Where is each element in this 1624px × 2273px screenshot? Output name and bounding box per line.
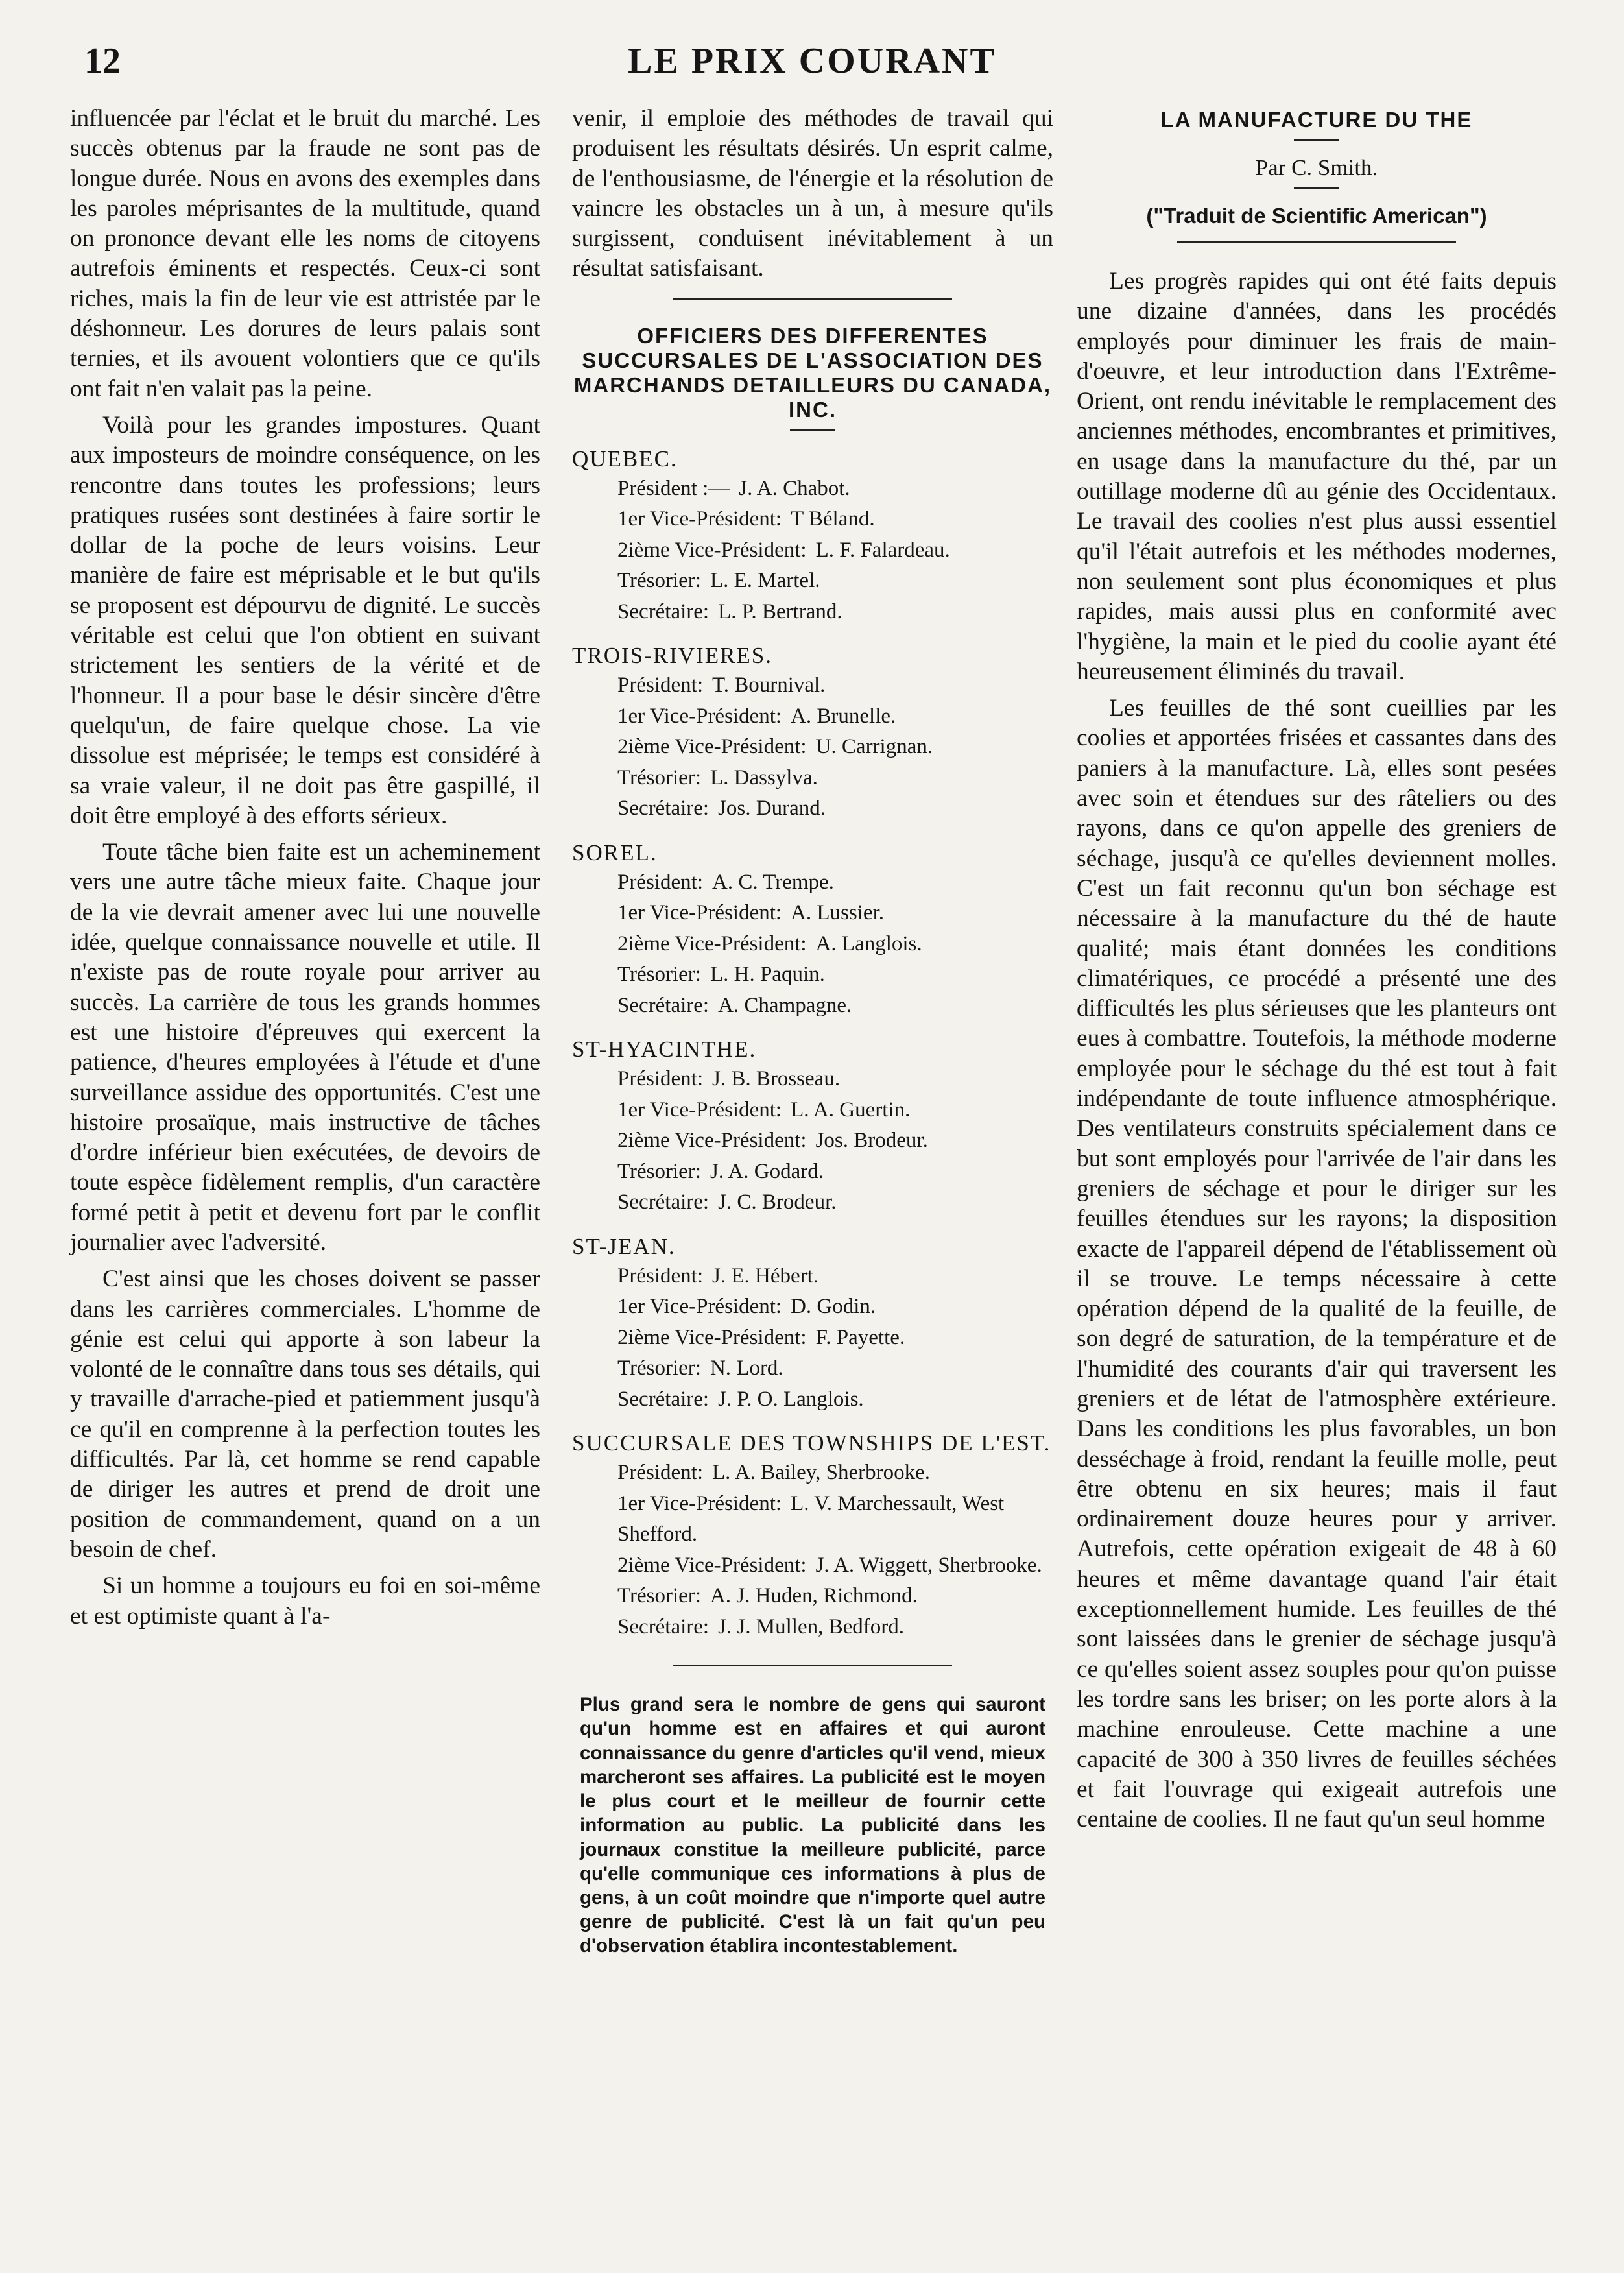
page-header — [0, 34, 1624, 86]
officer-name: N. Lord. — [710, 1356, 783, 1380]
branch-name: QUEBEC. — [572, 446, 678, 472]
officer-role: Président: — [617, 673, 703, 697]
branch-townships-est — [572, 1429, 1053, 1642]
divider — [790, 429, 835, 431]
officer-name: A. Champagne. — [718, 993, 852, 1017]
officer-role: Trésorier: — [617, 1584, 701, 1608]
officer-role: Secrétaire: — [617, 993, 710, 1017]
officer-name: J. A. Godard. — [710, 1159, 824, 1183]
officer-line — [572, 474, 1053, 505]
officer-role: 2ième Vice-Président: — [617, 1553, 807, 1577]
branch-st-hyacinthe — [572, 1035, 1053, 1218]
branch-sorel — [572, 839, 1053, 1022]
paragraph: C'est ainsi que les choses doivent se passer dans les carrières commerciales. L'homme de génie est celui qui apporte à son labeur la volonté de le connaître dans tous ses détails, qui y travaille d'arrache-pied et patiemment jusqu'à ce qu'il en comprenne à la perfection toutes les difficultés. Par là, cet homme se rend capable de diriger les autres et prend de droit une position de commandement, quand on a un besoin de chef. — [70, 1266, 540, 1563]
officer-name: D. Godin. — [791, 1295, 876, 1319]
officer-line — [572, 535, 1053, 566]
branch-st-jean — [572, 1233, 1053, 1415]
officer-role: Secrétaire: — [617, 1615, 710, 1639]
officer-line — [572, 670, 1053, 701]
officer-name: A. J. Huden, Richmond. — [710, 1584, 918, 1608]
officer-line — [572, 793, 1053, 824]
officer-line — [572, 1292, 1053, 1323]
column-2 — [572, 104, 1053, 1965]
officer-line — [572, 1550, 1053, 1581]
officer-role: 1er Vice-Président: — [617, 507, 782, 531]
officer-role: Secrétaire: — [617, 599, 710, 623]
officer-name: Jos. Brodeur. — [815, 1129, 928, 1153]
paragraph: Voilà pour les grandes impostures. Quant aux imposteurs de moindre conséquence, on les rencontre dans toutes les professions; leurs pratiques rusées sont destinées à faire sortir le dollar de la poche de leurs voisins. Leur manière de faire est méprisable et le but qu'ils se proposent est dépourvu de dignité. Le succès véritable est celui que l'on obtient en suivant strictement les sentiers de la vérité et de l'honneur. Il a pour base le désir sincère d'être quelqu'un, de faire quelque chose. La vie dissolue est méprisée; le temps est considéré à sa vraie valeur, il ne doit pas être gaspillé, il doit être employé à des efforts sérieux. — [70, 411, 540, 829]
officer-role: 1er Vice-Président: — [617, 1295, 782, 1319]
officer-role: 1er Vice-Président: — [617, 1491, 782, 1515]
page-number: 12 — [84, 41, 121, 81]
officer-name: T. Bournival. — [711, 673, 826, 697]
officer-name: A. Lussier. — [791, 901, 884, 925]
officer-role: Président: — [617, 870, 703, 894]
officer-line — [572, 597, 1053, 628]
officer-line — [572, 732, 1053, 763]
running-title: LE PRIX COURANT — [628, 41, 996, 81]
paragraph: venir, il emploie des méthodes de travail qui produisent les résultats désirés. Un esprit calme, de l'enthousiasme, de l'énergie et la résolution de vaincre les obstacles un à un, à mesure qu'ils surgissent, conduisent inévitablement à un résultat satisfaisant. — [572, 105, 1053, 282]
divider — [673, 1665, 952, 1666]
officer-name: L. A. Guertin. — [791, 1098, 911, 1122]
officer-line — [572, 1064, 1053, 1095]
officer-role: 1er Vice-Président: — [617, 1098, 782, 1122]
officer-role: Secrétaire: — [617, 1387, 710, 1411]
officer-line — [572, 898, 1053, 929]
officer-role: Président :— — [617, 476, 730, 500]
officer-name: J. A. Chabot. — [739, 476, 850, 500]
article-byline: Par C. Smith. — [1255, 155, 1378, 180]
officer-line — [572, 959, 1053, 991]
officer-role: Trésorier: — [617, 765, 701, 789]
officer-name: Jos. Durand. — [718, 797, 826, 821]
officer-line — [572, 1323, 1053, 1354]
officer-name: L. F. Falardeau. — [815, 538, 950, 562]
branch-name: ST-HYACINTHE. — [572, 1037, 757, 1063]
officer-name: J. P. O. Langlois. — [718, 1387, 864, 1411]
officer-line — [572, 1187, 1053, 1218]
officer-line — [572, 929, 1053, 960]
officer-role: 2ième Vice-Président: — [617, 932, 807, 956]
officer-name: J. J. Mullen, Bedford. — [718, 1615, 904, 1639]
officer-line — [572, 991, 1053, 1022]
paragraph: Les progrès rapides qui ont été faits depuis une dizaine d'années, dans les procédés employés pour diminuer les frais de main-d'oeuvre, et leur introduction dans l'Extrême-Orient, ont rendu inévitable le remplacement des anciennes méthodes, encombrantes et primitives, en usage dans la manufacture du thé, par un outillage moderne dû au génie des Occidentaux. Le travail des coolies n'est plus aussi essentiel qu'il l'était autrefois et les méthodes modernes, non seulement sont plus économiques et plus rapides, mais aussi plus en conformité avec l'hygiène, la main et le pied du coolie ayant été heureusement éliminés du travail. — [1077, 268, 1557, 685]
officer-line — [572, 763, 1053, 794]
branch-trois-rivieres — [572, 642, 1053, 824]
paragraph: influencée par l'éclat et le bruit du marché. Les succès obtenus par la fraude ne sont pas de longue durée. Nous en avons des exemples dans les paroles méprisantes de la multitude, quand on prononce devant elle les noms de citoyens autrefois éminents et respectés. Ceux-ci sont riches, mais la fin de leur vie est attristée par le déshonneur. Les dorures de leurs palais sont ternies, et ils avouent volontiers que ce qu'ils ont fait n'en valait pas la peine. — [70, 105, 540, 402]
column-3 — [1077, 104, 1557, 1841]
paragraph: Si un homme a toujours eu foi en soi-même et est optimiste quant à l'a- — [70, 1572, 540, 1630]
officer-role: Trésorier: — [617, 963, 701, 987]
officer-name: J. A. Wiggett, Sherbrooke. — [815, 1553, 1042, 1577]
officer-name: J. E. Hébert. — [711, 1264, 819, 1288]
divider — [1294, 187, 1339, 189]
officer-line — [572, 504, 1053, 535]
officer-name: L. E. Martel. — [710, 569, 820, 593]
officer-role: Trésorier: — [617, 1356, 701, 1380]
officer-name: L. V. Marchessault, West Shefford. — [617, 1491, 1005, 1546]
officers-title: OFFICIERS DES DIFFERENTES SUCCURSALES DE L'ASSOCIATION DES MARCHANDS DETAILLEURS DU CANADA, INC. — [573, 323, 1052, 422]
article-title: LA MANUFACTURE DU THE — [1160, 108, 1473, 132]
officer-line — [572, 1581, 1053, 1612]
divider — [1294, 139, 1339, 141]
officer-line — [572, 1261, 1053, 1292]
officer-name: F. Payette. — [815, 1325, 905, 1349]
divider — [1177, 241, 1456, 243]
divider — [673, 298, 952, 300]
officer-line — [572, 1458, 1053, 1489]
officer-name: A. C. Trempe. — [711, 870, 834, 894]
officer-line — [572, 566, 1053, 597]
officer-name: J. C. Brodeur. — [718, 1190, 837, 1214]
officer-role: Président: — [617, 1067, 703, 1091]
officer-role: Président: — [617, 1461, 703, 1485]
officer-name: T Béland. — [791, 507, 875, 531]
officer-role: Trésorier: — [617, 1159, 701, 1183]
officer-name: U. Carrignan. — [815, 735, 933, 759]
officer-role: 2ième Vice-Président: — [617, 538, 807, 562]
article-source: ("Traduit de Scientific American") — [1146, 204, 1487, 228]
officer-name: L. Dassylva. — [710, 765, 818, 789]
officer-role: Secrétaire: — [617, 797, 710, 821]
officer-role: 2ième Vice-Président: — [617, 1129, 807, 1153]
paragraph: Toute tâche bien faite est un acheminement vers une autre tâche mieux faite. Chaque jour de la vie devrait amener avec lui une nouvelle idée, quelque connaissance nouvelle et utile. Il n'existe pas de route royale pour arriver au succès. La carrière de tous les grands hommes est une histoire d'épreuves qui exercent la patience, d'heures employées à l'étude et d'une surveillance assidue des opportunités. C'est une histoire prosaïque, mais instructive de tâches d'ordre inférieur bien exécutées, de devoirs de toute espèce fidèlement remplis, d'un caractère formé petit à petit et devenu fort par le conflit journalier avec l'adversité. — [70, 839, 540, 1256]
branch-name: SUCCURSALE DES TOWNSHIPS DE L'EST. — [572, 1430, 1051, 1456]
column-1 — [70, 104, 540, 1638]
officer-role: 2ième Vice-Président: — [617, 735, 807, 759]
officer-name: A. Brunelle. — [791, 704, 896, 728]
officer-role: 2ième Vice-Président: — [617, 1325, 807, 1349]
officer-role: Président: — [617, 1264, 703, 1288]
officer-line — [572, 1353, 1053, 1384]
officer-role: 1er Vice-Président: — [617, 901, 782, 925]
officer-name: J. B. Brosseau. — [711, 1067, 841, 1091]
officer-name: A. Langlois. — [815, 932, 922, 956]
officer-line — [572, 1157, 1053, 1188]
officer-line — [572, 1489, 1053, 1550]
officer-line — [572, 1125, 1053, 1157]
officer-role: Secrétaire: — [617, 1190, 710, 1214]
branch-name: ST-JEAN. — [572, 1233, 676, 1259]
advertising-notice: Plus grand sera le nombre de gens qui sauront qu'un homme est en affaires et qui auront connaissance du genre d'articles qu'il vend, mieux marcheront ses affaires. La publicité est le moyen le plus court et le meilleur de fournir cette information au public. La publicité dans les journaux constitue la meilleure publicité, parce qu'elle communique ces informations à plus de gens, à un coût moindre que n'importe quel autre genre de publicité. C'est là un fait qu'un peu d'observation établira incontestablement. — [580, 1694, 1045, 1957]
officer-line — [572, 1095, 1053, 1126]
officer-line — [572, 701, 1053, 732]
branch-name: TROIS-RIVIERES. — [572, 643, 773, 669]
officer-name: L. P. Bertrand. — [718, 599, 842, 623]
branch-quebec — [572, 445, 1053, 628]
branch-name: SOREL. — [572, 839, 658, 865]
officer-name: L. H. Paquin. — [710, 963, 825, 987]
officer-line — [572, 1612, 1053, 1643]
officer-role: 1er Vice-Président: — [617, 704, 782, 728]
paragraph: Les feuilles de thé sont cueillies par les coolies et apportées frisées et cassantes dans des paniers à la manufacture. Là, elles sont pesées avec soin et étendues sur des râteliers ou des rayons, dans ce qu'on appelle des greniers de séchage, jusqu'à ce qu'elles deviennent molles. C'est un fait reconnu qu'un bon séchage est nécessaire à la manufacture du thé de haute qualité; mais étant données les conditions climatériques, ce procédé a présenté une des difficultés les plus sérieuses que les planteurs ont eues à combattre. Toutefois, la méthode moderne employée pour le séchage du thé est tout à fait indépendante de toute influence atmosphérique. Des ventilateurs construits spécialement dans ce but sont employés pour l'arrivée de l'air dans les greniers de séchage et pour le diriger sur les feuilles étendues sur les rayons; la disposition exacte de l'appareil dépend de l'établissement où il se trouve. Le temps nécessaire à cette opération dépend de la qualité de la feuille, de son degré de saturation, de la température et de l'humidité des courants d'air qui traversent les greniers et de létat de l'atmosphère extérieure. Dans les conditions les plus favorables, un bon desséchage à froid, rendant la feuille molle, peut être obtenu en six heures; mais il faut ordinairement douze heures pour y arriver. Autrefois, cette opération exigeait de 48 à 60 heures et même davantage quand l'air était exceptionnellement humide. Les feuilles de thé sont laissées dans le grenier de séchage jusqu'à ce qu'elles soient assez souples pour qu'on puisse les tordre sans les briser; on les porte alors à la machine enrouleuse. Cette machine a une capacité de 300 à 350 livres de feuilles séchées et fait l'ouvrage qui exigeait autrefois une centaine de coolies. Il ne faut qu'un seul homme — [1077, 695, 1557, 1833]
officer-role: Trésorier: — [617, 569, 701, 593]
officer-name: L. A. Bailey, Sherbrooke. — [711, 1461, 931, 1485]
officer-line — [572, 867, 1053, 898]
officer-line — [572, 1384, 1053, 1415]
